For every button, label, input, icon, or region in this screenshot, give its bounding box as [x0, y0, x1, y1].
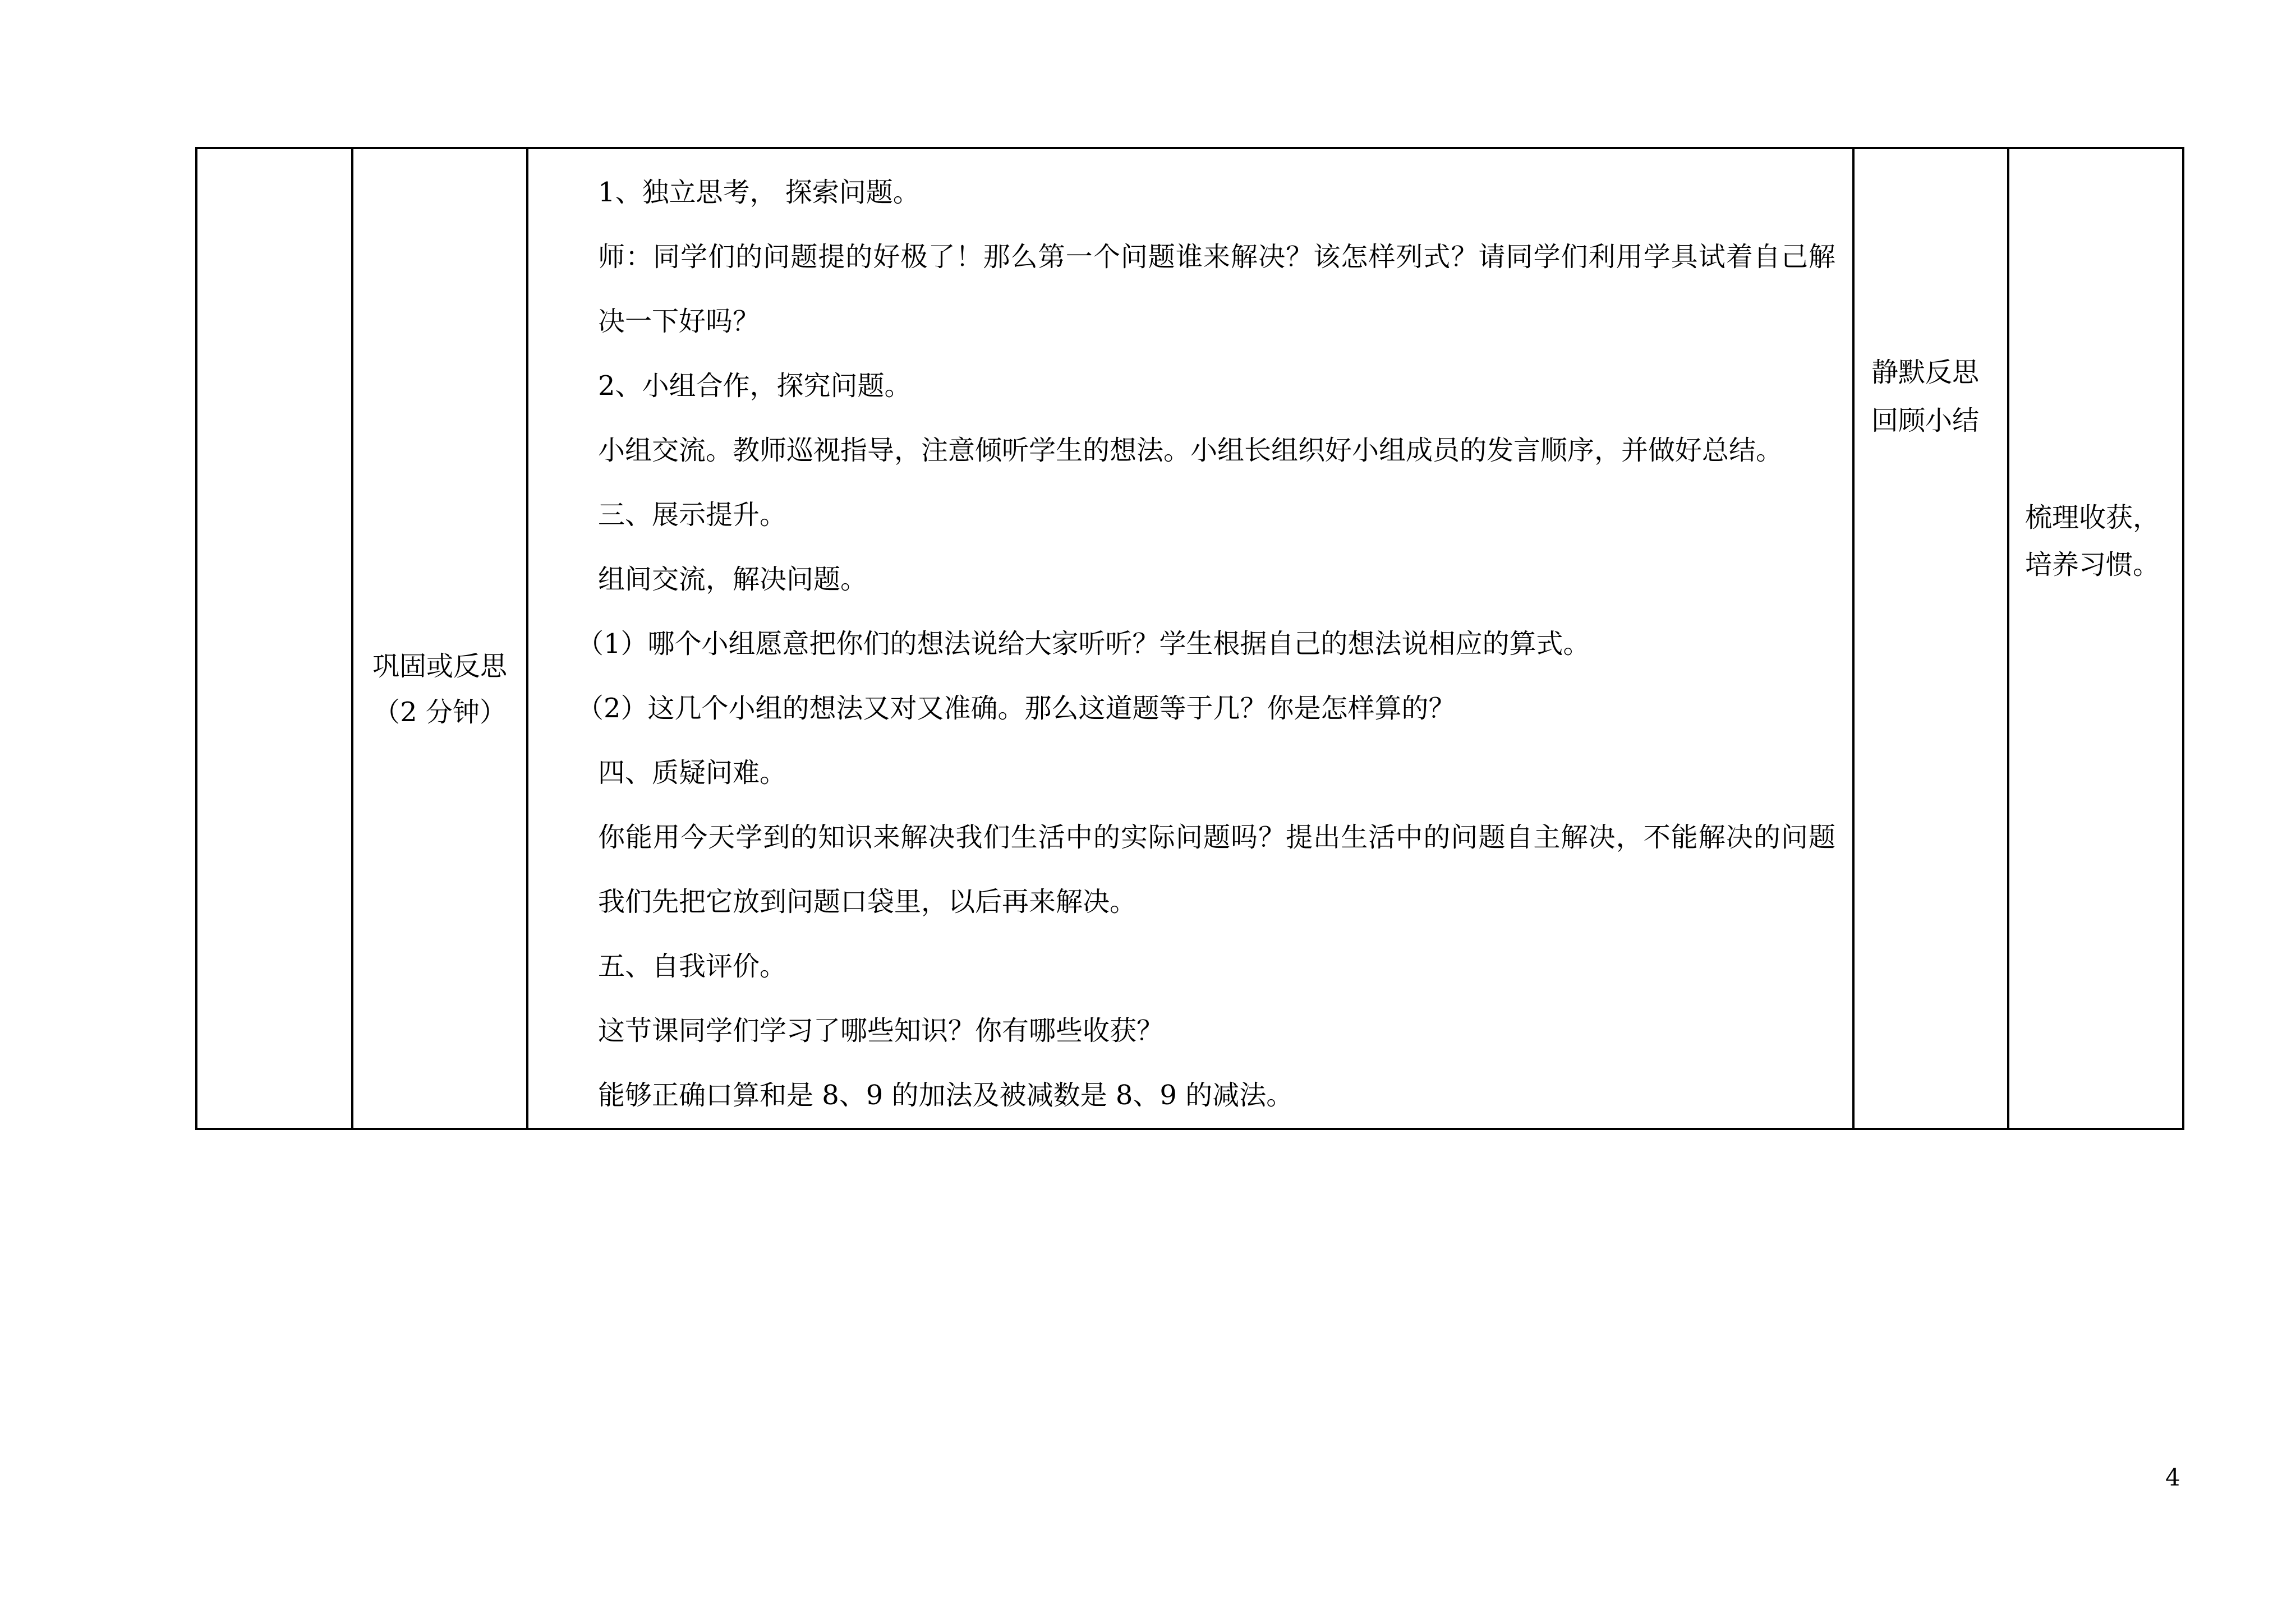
content-paragraph: 2、小组合作，探究问题。 — [598, 370, 912, 402]
stage-cell — [352, 148, 527, 1129]
stage-title: 巩固或反思 — [372, 650, 507, 682]
student-activity-line: 静默反思 — [1871, 357, 1980, 388]
design-intent-cell — [2008, 148, 2183, 1129]
content-paragraph: 能够正确口算和是 8、9 的加法及被减数是 8、9 的减法。 — [598, 1080, 1294, 1111]
design-intent-line: 梳理收获， — [2025, 502, 2160, 533]
student-activity-cell — [1853, 148, 2008, 1129]
page-number: 4 — [2165, 1464, 2180, 1491]
content-paragraph: 1、独立思考， 探索问题。 — [598, 177, 920, 208]
content-paragraph: 组间交流，解决问题。 — [598, 564, 868, 595]
design-intent-line: 培养习惯。 — [2025, 549, 2160, 580]
content-paragraph: 三、展示提升。 — [598, 499, 787, 531]
stage-duration: （2 分钟） — [373, 696, 507, 728]
teaching-content-cell — [527, 148, 1853, 1129]
content-paragraph: 四、质疑问难。 — [598, 757, 787, 789]
empty-cell — [196, 148, 352, 1129]
table-row — [196, 148, 2183, 1129]
content-paragraph: 五、自我评价。 — [598, 951, 787, 982]
lesson-plan-table — [195, 147, 2184, 1130]
content-paragraph: （2）这几个小组的想法又对又准确。那么这道题等于几？你是怎样算的？ — [577, 693, 1456, 724]
content-paragraph: 这节课同学们学习了哪些知识？你有哪些收获？ — [598, 1015, 1164, 1046]
content-paragraph: （1）哪个小组愿意把你们的想法说给大家听听？学生根据自己的想法说相应的算式。 — [577, 628, 1590, 660]
content-paragraph: 小组交流。教师巡视指导，注意倾听学生的想法。小组长组织好小组成员的发言顺序，并做好总结。 — [598, 435, 1783, 466]
student-activity-line: 回顾小结 — [1871, 405, 1980, 436]
content-paragraph: 师：同学们的问题提的好极了！那么第一个问题谁来解决？该怎样列式？请同学们利用学具试着自己解决一下好吗？ — [598, 241, 1835, 337]
content-paragraph: 你能用今天学到的知识来解决我们生活中的实际问题吗？提出生活中的问题自主解决，不能解决的问题我们先把它放到问题口袋里，以后再来解决。 — [598, 822, 1835, 917]
